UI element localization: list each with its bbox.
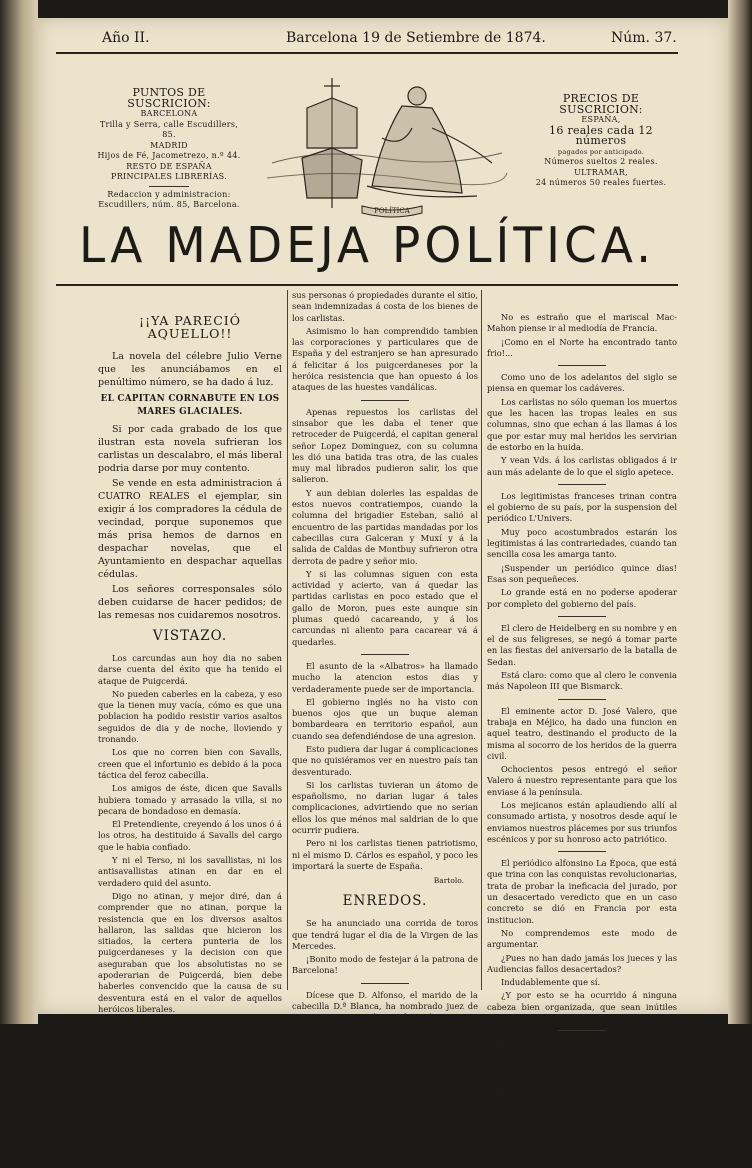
subscription-prices-heading: PRECIOS DE SUSCRICION:: [559, 92, 643, 116]
subscription-line: Trilla y Serra, calle Escudillers, 85.: [99, 119, 239, 139]
paragraph: Digo no atinan, y mejor diré, dan á comprender que no atinan, porque la resistencia que en los diversos asaltos hallaron, las salidas que hicieron los sitiados, la certera punteria de los puigcerdaneses y la decision con que aseguraban que los absolutistas no se apoderarian de Puigcerdá, bien debe haberles convencido que la causa de su desventura está en el valor de aquellos heróicos liberales.: [98, 890, 282, 1014]
paragraph: Si el señor Quinzá quiere cumplir con su obligacion, mucho trabajo tendrá en seguir causas criminales por asesinatos, incendios, robos y otras fechorias cometidas por carcundas.: [292, 1048, 478, 1104]
paragraph: No pueden caberles en la cabeza, y eso que la tienen muy vacía, cómo es que una poblacion ha podido resistir varios asaltos seguidos de dia y de noche, lloviendo y tronando.: [98, 688, 282, 745]
subscription-line: Redaccion y administracion:: [107, 189, 231, 199]
paragraph: ¡Como en el Norte ha encontrado tanto frio!...: [487, 336, 677, 358]
paragraph: Como uno de los adelantos del siglo se piensa en quemar los cadáveres.: [487, 372, 677, 394]
paragraph: Lo grande está en no poderse apoderar por completo del gobierno del país.: [487, 587, 677, 609]
paragraph: Se vende en esta administracion á CUATRO REALES el ejemplar, sin exigir á los compradores la cédula de vecindad, porque suponemos que más prisa hemos de darnos en despachar novelas, que el Ayuntamiento en despachar aquellas cédulas.: [98, 478, 282, 580]
masthead-vignette-illustration: [262, 68, 512, 220]
header-rule: [56, 52, 678, 54]
paragraph: El gobierno inglés no ha visto con buenos ojos que un buque aleman bombardeara en territorio español, aun cuando sea defendiéndose de una agresion.: [292, 696, 478, 741]
subscription-line: Escudillers, núm. 85, Barcelona.: [98, 200, 240, 209]
paragraph: Fué sujetado á un consejo de guerra, y fusilado por desertor y ladron.: [487, 1084, 677, 1106]
subscription-line: RESTO DE ESPAÑA: [126, 161, 212, 171]
issue-number: Núm. 37.: [611, 30, 677, 46]
novel-title: EL CAPITAN CORNABUTE EN LOS MARES GLACIALES.: [100, 394, 280, 417]
paragraph: Los que no corren bien con Savalls, creen que el infortunio es debido á la poca táctica del feroz cabecilla.: [98, 747, 282, 780]
paragraph: Los carlistas no sólo queman los muertos que les hacen las tropas leales en sus columnas, sino que echan á las llamas á los que por estar muy mal heridos les servirian de estorbo en la huida.: [487, 396, 677, 452]
paragraph: Los legitimistas franceses trinan contra el gobierno de su país, por la suspension del periódico L'Univers.: [487, 490, 677, 524]
paragraph: Ochocientos pesos entregó el señor Valero á nuestro representante para que los enviase á la península.: [487, 764, 677, 797]
column-divider: [481, 290, 482, 990]
paragraph: Si los carlistas tuvieran un átomo de españolismo, no darian lugar á tales complicaciones, advirtiendo que no serian ellos los que ménos mal saldrian de lo que ocurrir pudiera.: [292, 779, 478, 836]
paragraph: Y ni el Terso, ni los savallistas, ni los antisavallistas atinan en dar en el verdadero quid del asunto.: [98, 855, 282, 888]
paragraph: No es estraño que el mariscal Mac-Mahon piense ir al mediodía de Francia.: [487, 312, 677, 334]
subscription-prices: [526, 94, 676, 189]
price-line: 16 reales cada 12 números: [549, 123, 653, 147]
paragraph: ¿Y por esto se ha ocurrido á ninguna cabeza bien organizada, que sean inútiles los juzgados y las Audiencias?: [487, 990, 677, 1024]
issue-dateline: Barcelona 19 de Setiembre de 1874.: [286, 30, 546, 46]
paragraph: La novela del célebre Julio Verne que les anunciábamos en el penúltimo número, se ha dado á luz.: [98, 351, 282, 388]
paragraph: Asimismo lo han comprendido tambien las corporaciones y particulares que de España y del estranjero se han apresurado á felicitar á los puigcerdaneses por la heróica resistencia que han opuesto á los ataques de las huestes vandálicas.: [292, 325, 478, 393]
column-one: [98, 290, 282, 1121]
price-line: 24 números 50 reales fuertes.: [535, 178, 667, 187]
paragraph: ¿Pues no han dado jamás los jueces y las Audiencias fallos desacertados?: [487, 952, 677, 974]
paragraph: Los carcundas aun hoy dia no saben darse cuenta del éxito que ha tenido el ataque de Puigcerdá.: [98, 653, 282, 686]
section-enredos: ENREDOS.: [342, 893, 428, 910]
paragraph: Apenas repuestos los carlistas del sinsabor que les daba el tener que retroceder de Puigcerdá, el capitan general señor Lopez Dominguez, con su columna les dió una batida tras otra, de las cuales muy mal librados pudieron salir, los que salieron.: [292, 406, 478, 485]
issue-year: Año II.: [102, 30, 150, 46]
paragraph: sus personas ó propiedades durante el sitio, sean indemnizadas á costa de los bienes de los carlistas.: [292, 290, 478, 323]
subscription-line: MADRID: [150, 140, 188, 150]
paragraph: Si por ladrones fusilan los carlistas á sus compañeros de armas, ya pueden andar á tiros unos contra otros, que aun cuando mueran todos, tienen la muerte bien merecida.: [487, 1109, 677, 1165]
paragraph: El Pretendiente, creyendo á los unos ó á los otros, ha destituido á Savalls del cargo que le habia confiado.: [98, 819, 282, 852]
paragraph: Y aun debian dolerles las espaldas de estos nuevos contratiempos, cuando la columna del brigadier Esteban, salió al encuentro de las partidas mandadas por los cabecillas cura Galceran y Muxí y á la salida de Caldas de Montbuy sufrieron otra derrota de padre y señor mio.: [292, 487, 478, 566]
paragraph: Y si las columnas siguen con esta actividad y acierto, van á quedar las partidas carlistas en poco estado que el gallo de Moron, pues este aunque sin plumas quedó cacareando, y á los carcundas ni aliento para cacarear vá á quedarles.: [292, 568, 478, 647]
subscription-points-heading: PUNTOS DE SUSCRICION:: [127, 86, 211, 110]
paragraph: Muy poco acostumbrados estarán los legitimistas á las contrariedades, cuando tan sencilla cosa les amarga tanto.: [487, 526, 677, 560]
paragraph: Esto pudiera dar lugar á complicaciones que no quisiéramos ver en nuestro país tan desventurado.: [292, 743, 478, 777]
paragraph: Indudablemente que sí.: [501, 977, 601, 988]
paragraph: Pero ni los carlistas tienen patriotismo, ni el mismo D. Cárlos es español, y poco les importará la suerte de España.: [292, 838, 478, 871]
paragraph: ¡Suspender un periódico quince dias! Esas son pequeñeces.: [487, 562, 677, 584]
binding-edge-right: [728, 0, 752, 1024]
newspaper-title: LA MADEJA POLÍTICA.: [78, 216, 656, 275]
subscription-points: [92, 88, 246, 211]
paragraph: El asunto de la «Albatros» ha llamado mucho la atencion estos dias y verdaderamente puede ser de importancia.: [292, 660, 478, 694]
headline-ya-parecio: ¡¡YA PARECIÓ AQUELLO!!: [139, 313, 241, 341]
paragraph: Si por cada grabado de los que ilustran esta novela sufrieran los carlistas un descalabro, el más liberal podria darse por muy contento.: [98, 424, 282, 474]
paragraph: Se ha anunciado una corrida de toros que tendrá lugar el dia de la Virgen de las Mercedes.: [292, 918, 478, 951]
column-divider: [287, 290, 288, 990]
price-line: pagados por anticipado.: [557, 147, 645, 156]
section-vistazo: VISTAZO.: [152, 628, 228, 644]
paragraph: ¡Bonito modo de festejar á la patrona de Barcelona!: [292, 954, 478, 976]
column-two: [292, 290, 478, 1107]
subscription-line: PRINCIPALES LIBRERÍAS.: [111, 172, 227, 181]
paragraph: El clero de Heidelberg en su nombre y en el de sus feligreses, se negó á tomar parte en las fiestas del aniversario de la batalla de Sedan.: [487, 622, 677, 667]
vignette-banner-text: POLÍTICA: [374, 207, 410, 215]
price-line: ULTRAMAR,: [574, 167, 628, 177]
price-line: Números sueltos 2 reales.: [544, 157, 658, 166]
paragraph: Los mejicanos están aplaudiendo allí al consumado artista, y nosotros desde aquí le enviamos nuestros plácemes por sus triunfos escénicos y por su honroso acto patriótico.: [487, 799, 677, 844]
price-line: ESPAÑA,: [581, 115, 621, 124]
paragraph: El eminente actor D. José Valero, que trabaja en Méjico, ha dado una funcion en aquel teatro, destinando el producto de la misma al socorro de los heridos de la guerra civil.: [487, 705, 677, 761]
author-signature: Bartolo.: [433, 876, 464, 886]
paragraph: Los amigos de éste, dicen que Savalls hubiera tomado y arrasado la villa, si no pecara de bondadoso en demasía.: [98, 783, 282, 816]
column-three: [487, 312, 677, 1168]
paragraph: Y vean Vds. á los carlistas obligados á ir aun más adelante de lo que el siglo apetece.: [487, 455, 677, 477]
subscription-line: Hijos de Fé, Jacometrezo, n.º 44.: [97, 151, 241, 160]
paragraph: Los señores corresponsales sólo deben cuidarse de hacer pedidos; de las remesas nos cuidaremos nosotros.: [98, 584, 282, 621]
paragraph: Así el gobierno lo ha comprendido, y ha decretado que Puigcerdá agregue á sus honrosos timbres, el título de siempre invicta; que se cree una medalla conmemorativa del último sitio; que las fortificaciones de la poblacion se construyan á expensas del Estado, y que las familias liberales que hayan sufrido daño en: [98, 1017, 282, 1118]
binding-edge-left: [0, 0, 38, 1024]
paragraph: Dícese que D. Alfonso, el marido de la cabecilla D.ª Blanca, ha nombrado juez de primera instancia de Gandesa, á D. Ramon Quinzá, que habia sido juez municipal de Tortosa.: [292, 989, 478, 1045]
title-rule: [56, 284, 678, 286]
paragraph: El asistente que fué del cabecilla Ollo, hecho prisionero en Calahorra por Pecula, ha sido fusilado en Estella por sus antiguos compañeros.: [487, 1037, 677, 1082]
paragraph: El periódico alfonsino La Época, que está que trina con las conquistas revolucionarias, trata de probar la ineficacia del jurado, por un desacertado veredicto que en un caso concreto se dió en Francia por esta institucion.: [487, 858, 677, 925]
subscription-line: BARCELONA: [140, 109, 198, 118]
paragraph: No comprendemos este modo de argumentar.: [487, 927, 677, 950]
paragraph: Está claro: como que al clero le convenia más Napoleon III que Bismarck.: [487, 670, 677, 692]
